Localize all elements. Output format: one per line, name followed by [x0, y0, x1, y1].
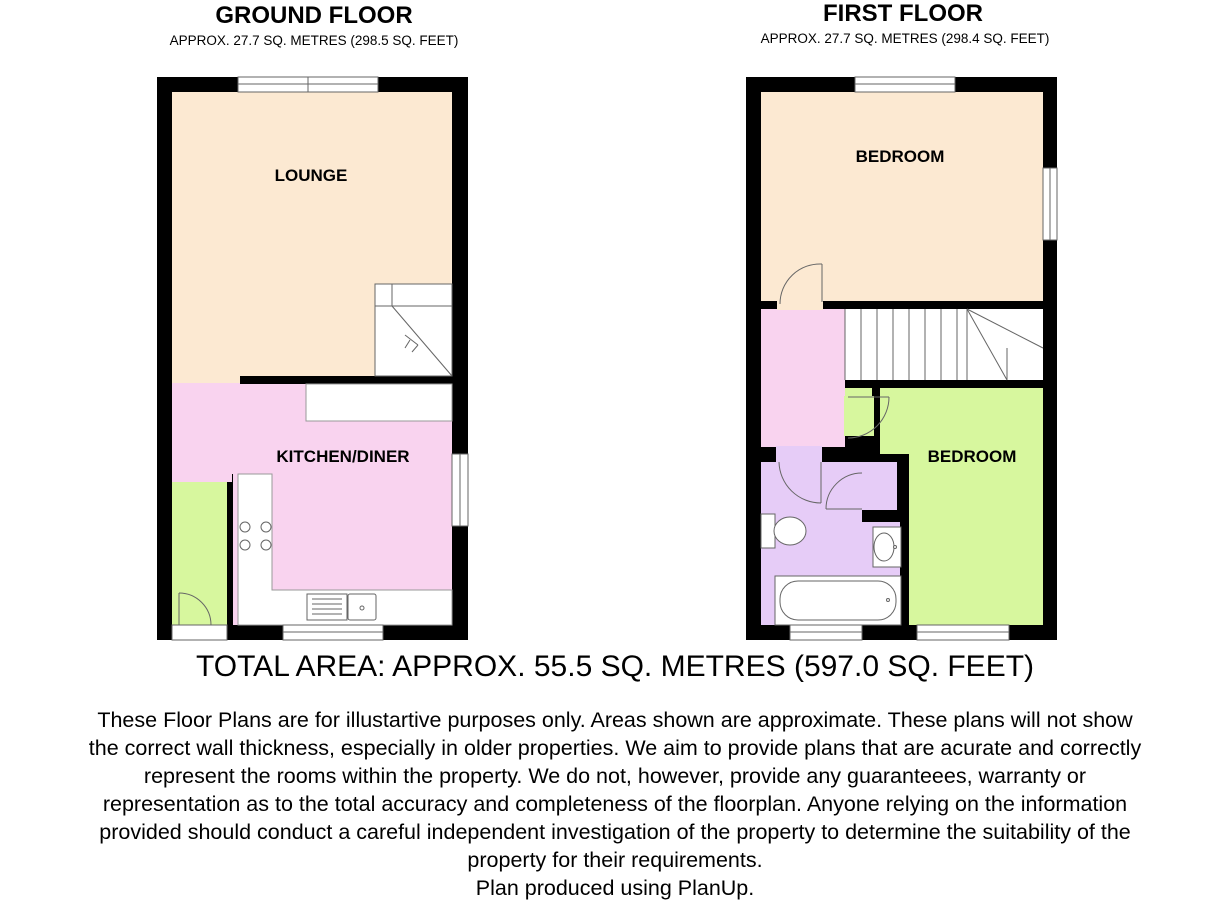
toilet-cistern-icon [761, 514, 775, 548]
bathroom-door-opening [776, 446, 822, 463]
disclaimer-line: representation as to the total accuracy and completeness of the floorplan. Anyone relying on the information [102, 792, 1128, 816]
total-area: TOTAL AREA: APPROX. 55.5 SQ. METRES (597.0 SQ. FEET) [195, 650, 1035, 683]
ground-floor-plan [157, 77, 468, 640]
first-floor-stair-area [845, 309, 1043, 380]
entrance-hall [172, 482, 227, 625]
landing [761, 309, 845, 454]
disclaimer-credit: Plan produced using PlanUp. [475, 876, 755, 900]
disclaimer [0, 706, 1230, 902]
first-floor-area: APPROX. 27.7 SQ. METRES (298.4 SQ. FEET) [760, 31, 1050, 46]
disclaimer-line: provided should conduct a careful independent investigation of the property to determine the suitability of the [99, 820, 1131, 844]
ground-floor-area: APPROX. 27.7 SQ. METRES (298.5 SQ. FEET) [169, 33, 459, 48]
disclaimer-line: represent the rooms within the property. We do not, however, provide any guaranteees, warranty or [143, 764, 1087, 788]
bedroom-1-room [761, 92, 1043, 301]
first-floor-plan [746, 77, 1057, 640]
lounge-kitchen-wall [240, 376, 452, 384]
disclaimer-line: These Floor Plans are for illustartive purposes only. Areas shown are approximate. These plans will not show [97, 708, 1133, 732]
bedroom-2-label: BEDROOM [927, 447, 1017, 466]
disclaimer-line: the correct wall thickness, especially in older properties. We aim to provide plans that are acurate and correctly [88, 736, 1142, 760]
kitchen-diner-label: KITCHEN/DINER [276, 447, 410, 466]
disclaimer-line: property for their requirements. [467, 848, 763, 872]
first-floor-title: FIRST FLOOR [823, 0, 983, 27]
ground-floor-title: GROUND FLOOR [215, 2, 413, 29]
toilet-bowl-icon [774, 517, 806, 545]
hall-opening [172, 474, 232, 482]
stair-wall [845, 380, 1043, 388]
cupboard-wall [862, 510, 901, 522]
bedroom-1-label: BEDROOM [855, 147, 945, 166]
bedroom-1-door-opening [777, 300, 823, 310]
ground-floor-staircase [375, 284, 452, 376]
bedroom-2-door-opening [844, 396, 874, 436]
lounge-label: LOUNGE [274, 166, 348, 185]
bathroom-right-wall [901, 454, 909, 625]
hall-kitchen-wall [227, 474, 233, 626]
under-stairs-cupboard [306, 384, 452, 421]
